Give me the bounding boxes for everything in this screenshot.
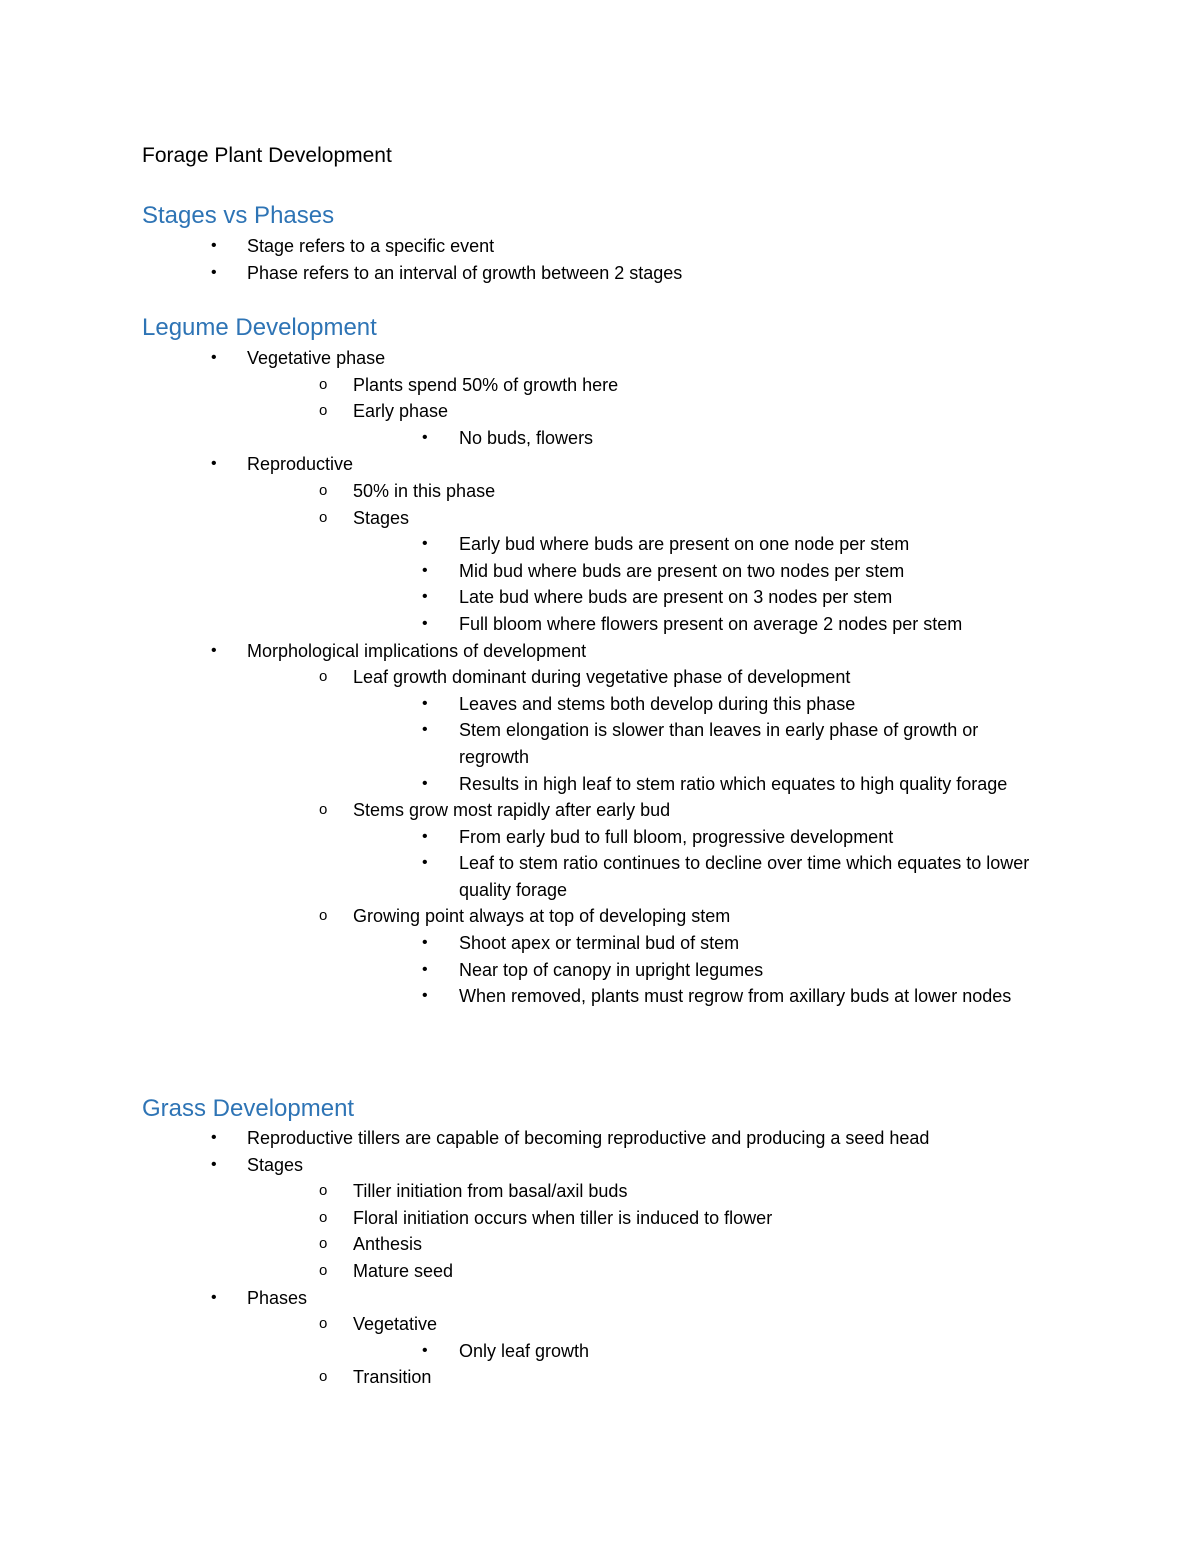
circle-bullet-icon: o — [319, 668, 328, 686]
list-item: o Leaf growth dominant during vegetative phase of development — [0, 664, 1200, 691]
bullet-icon: • — [422, 614, 428, 632]
circle-bullet-icon: o — [319, 1261, 328, 1279]
bullet-icon: • — [211, 263, 217, 281]
bullet-icon: • — [422, 854, 428, 872]
list-item: • Stem elongation is slower than leaves in early phase of growth or regrowth — [0, 717, 1200, 770]
bullet-icon: • — [422, 561, 428, 579]
bullet-icon: • — [211, 455, 217, 473]
list-item: o Plants spend 50% of growth here — [0, 372, 1200, 399]
bullet-icon: • — [211, 641, 217, 659]
list-item: • Full bloom where flowers present on average 2 nodes per stem — [0, 611, 1200, 638]
heading-grass-development: Grass Development — [142, 1095, 355, 1122]
list-item: o Stages — [0, 505, 1200, 532]
circle-bullet-icon: o — [319, 801, 328, 819]
list-item: • Reproductive tillers are capable of becoming reproductive and producing a seed head — [0, 1125, 1200, 1152]
bullet-icon: • — [211, 1288, 217, 1306]
document-title: Forage Plant Development — [142, 144, 392, 167]
list-item: o Transition — [0, 1364, 1200, 1391]
bullet-icon: • — [422, 588, 428, 606]
heading-stages-vs-phases: Stages vs Phases — [142, 202, 335, 229]
circle-bullet-icon: o — [319, 1368, 328, 1386]
bullet-icon: • — [422, 827, 428, 845]
list-item: • Results in high leaf to stem ratio which equates to high quality forage — [0, 771, 1200, 798]
list-item: o Early phase — [0, 398, 1200, 425]
circle-bullet-icon: o — [319, 1182, 328, 1200]
circle-bullet-icon: o — [319, 907, 328, 925]
list-item: o 50% in this phase — [0, 478, 1200, 505]
bullet-icon: • — [211, 1129, 217, 1146]
bullet-icon: • — [422, 694, 428, 712]
list-item: o Anthesis — [0, 1231, 1200, 1258]
circle-bullet-icon: o — [319, 1315, 328, 1333]
heading-legume-development: Legume Development — [142, 314, 377, 341]
bullet-icon: • — [211, 237, 217, 254]
list-item: o Mature seed — [0, 1258, 1200, 1285]
circle-bullet-icon: o — [319, 402, 328, 420]
list-item: o Tiller initiation from basal/axil buds — [0, 1178, 1200, 1205]
circle-bullet-icon: o — [319, 1208, 328, 1226]
list-item: • Morphological implications of development — [0, 638, 1200, 665]
list-item: • Phase refers to an interval of growth between 2 stages — [0, 260, 1200, 287]
list-item: • Mid bud where buds are present on two nodes per stem — [0, 558, 1200, 585]
list-item: o Growing point always at top of developing stem — [0, 903, 1200, 930]
list-item: • Vegetative phase — [0, 345, 1200, 372]
list-grass-development — [0, 1125, 1200, 1391]
circle-bullet-icon: o — [319, 1235, 328, 1253]
list-stages-vs-phases — [0, 233, 1200, 286]
circle-bullet-icon: o — [319, 375, 328, 393]
list-item: • Late bud where buds are present on 3 nodes per stem — [0, 584, 1200, 611]
bullet-icon: • — [422, 1341, 428, 1359]
list-item: • Reproductive — [0, 451, 1200, 478]
list-legume-development — [0, 345, 1200, 1010]
bullet-icon: • — [422, 428, 428, 446]
list-item: • No buds, flowers — [0, 425, 1200, 452]
list-item: • Stage refers to a specific event — [0, 233, 1200, 260]
list-item: • Early bud where buds are present on one node per stem — [0, 531, 1200, 558]
list-item: • Only leaf growth — [0, 1338, 1200, 1365]
bullet-icon: • — [422, 960, 428, 978]
bullet-icon: • — [422, 934, 428, 952]
list-item: • Shoot apex or terminal bud of stem — [0, 930, 1200, 957]
circle-bullet-icon: o — [319, 481, 328, 499]
bullet-icon: • — [422, 774, 428, 792]
list-item: o Floral initiation occurs when tiller is induced to flower — [0, 1205, 1200, 1232]
bullet-icon: • — [211, 1155, 217, 1173]
bullet-icon: • — [422, 721, 428, 739]
list-item: • When removed, plants must regrow from axillary buds at lower nodes — [0, 983, 1200, 1010]
list-item: • Leaf to stem ratio continues to decline over time which equates to lower quality forage — [0, 850, 1200, 903]
circle-bullet-icon: o — [319, 508, 328, 526]
bullet-icon: • — [211, 349, 217, 366]
bullet-icon: • — [422, 987, 428, 1005]
bullet-icon: • — [422, 535, 428, 553]
list-item: o Vegetative — [0, 1311, 1200, 1338]
list-item: • Near top of canopy in upright legumes — [0, 957, 1200, 984]
list-item: • Stages — [0, 1152, 1200, 1179]
list-item: o Stems grow most rapidly after early bud — [0, 797, 1200, 824]
list-item: • From early bud to full bloom, progressive development — [0, 824, 1200, 851]
list-item: • Leaves and stems both develop during this phase — [0, 691, 1200, 718]
list-item: • Phases — [0, 1285, 1200, 1312]
